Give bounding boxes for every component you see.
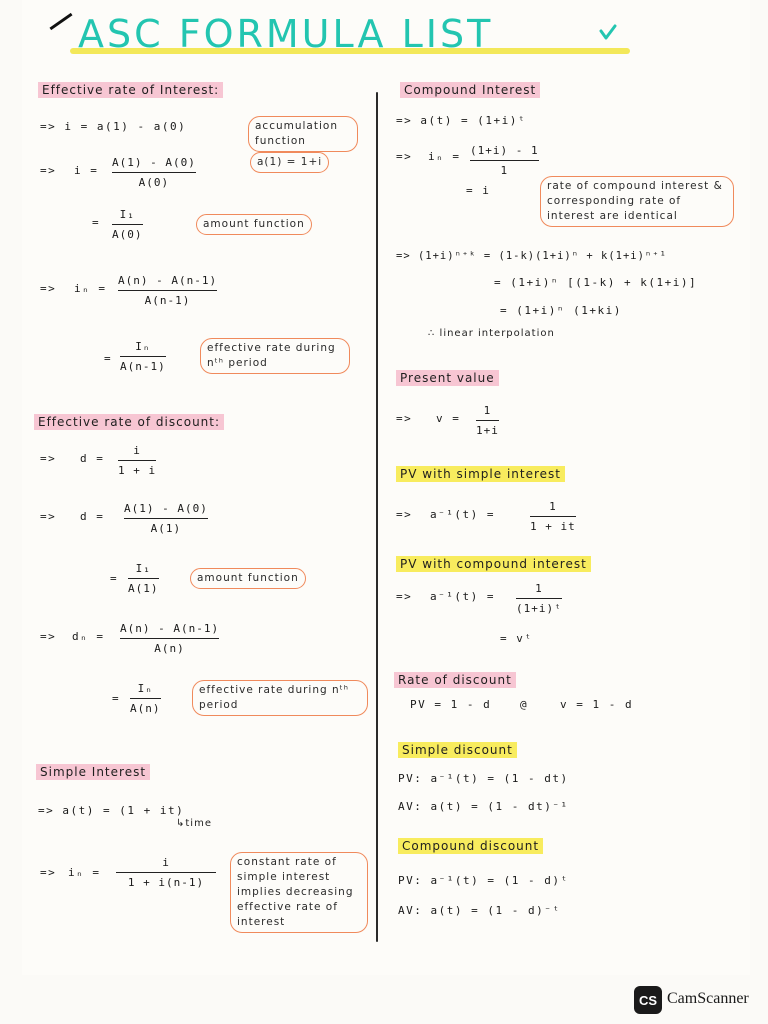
formula-line: PV: a⁻¹(t) = (1 - dt)	[398, 772, 569, 785]
fraction	[116, 856, 216, 889]
fraction	[118, 444, 156, 477]
note-bubble: amount function	[196, 214, 312, 235]
formula-eq: =	[110, 572, 119, 585]
formula-lhs: a⁻¹(t) =	[430, 590, 495, 603]
fraction	[112, 208, 143, 241]
formula-lhs: dₙ =	[72, 630, 105, 643]
formula-line: = vᵗ	[500, 632, 533, 645]
header-effective-rate-discount: Effective rate of discount:	[34, 414, 224, 430]
fraction	[118, 274, 217, 307]
denominator: A(n)	[154, 642, 185, 655]
header-compound-interest: Compound Interest	[400, 82, 540, 98]
numerator: i	[133, 444, 141, 457]
formula-lhs: v =	[436, 412, 461, 425]
fraction-bar	[128, 578, 159, 579]
formula-arrow: =>	[396, 150, 413, 163]
header-rate-of-discount: Rate of discount	[394, 672, 516, 688]
note-bubble: accumulation function	[248, 116, 358, 152]
fraction	[516, 582, 562, 615]
note-bubble: amount function	[190, 568, 306, 589]
formula-line: AV: a(t) = (1 - dt)⁻¹	[398, 800, 569, 813]
formula-line: = i	[466, 184, 491, 197]
formula-eq: =	[112, 692, 121, 705]
numerator: Iₙ	[137, 682, 153, 695]
formula-line: => (1+i)ⁿ⁺ᵏ = (1-k)(1+i)ⁿ + k(1+i)ⁿ⁺¹	[396, 250, 667, 262]
fraction-bar	[120, 356, 166, 357]
fraction	[120, 340, 166, 373]
denominator: A(0)	[138, 176, 170, 189]
fraction	[128, 562, 159, 595]
formula-arrow: =>	[396, 412, 413, 425]
formula-arrow: =>	[40, 510, 57, 523]
fraction-bar	[470, 160, 539, 161]
denominator: 1 + i(n-1)	[127, 876, 205, 889]
header-effective-rate-interest: Effective rate of Interest:	[38, 82, 223, 98]
fraction	[476, 404, 499, 437]
fraction	[470, 144, 539, 177]
numerator: i	[162, 856, 170, 869]
note-bubble: a(1) = 1+i	[250, 152, 329, 173]
fraction-bar	[124, 518, 208, 519]
header-compound-discount: Compound discount	[398, 838, 543, 854]
numerator: 1	[549, 500, 557, 513]
note-bubble: effective rate during nᵗʰ period	[200, 338, 350, 374]
camscanner-logo-icon: CS	[634, 986, 662, 1014]
numerator: A(n) - A(n-1)	[118, 274, 218, 287]
note-bubble: effective rate during nᵗʰ period	[192, 680, 368, 716]
denominator: 1 + i	[118, 464, 157, 477]
formula-line: => a(t) = (1 + it)	[38, 804, 185, 817]
formula-line: PV = 1 - d	[410, 698, 492, 711]
denominator: A(0)	[112, 228, 143, 241]
header-simple-interest: Simple Interest	[36, 764, 150, 780]
interpolation-note: ∴ linear interpolation	[428, 328, 555, 339]
formula-arrow: =>	[40, 282, 57, 295]
header-pv-simple-interest: PV with simple interest	[396, 466, 565, 482]
fraction-bar	[118, 460, 156, 461]
formula-lhs: iₙ =	[74, 282, 107, 295]
at-symbol: @	[520, 698, 529, 711]
formula-line: PV: a⁻¹(t) = (1 - d)ᵗ	[398, 874, 569, 887]
numerator: I₁	[119, 208, 135, 221]
formula-arrow: =>	[40, 452, 57, 465]
fraction-bar	[112, 224, 143, 225]
fraction	[130, 682, 161, 715]
denominator: 1 + it	[530, 520, 576, 533]
numerator: 1	[535, 582, 543, 595]
header-simple-discount: Simple discount	[398, 742, 517, 758]
denominator: A(1)	[128, 582, 159, 595]
denominator: A(n-1)	[120, 360, 166, 373]
header-present-value: Present value	[396, 370, 499, 386]
note-bubble: constant rate of simple interest implies decreasing effective rate of interest	[230, 852, 368, 933]
page-title: ASC FORMULA LIST	[78, 12, 494, 56]
fraction-bar	[112, 172, 196, 173]
formula-lhs: iₙ =	[68, 866, 101, 879]
formula-lhs: a⁻¹(t) =	[430, 508, 495, 521]
note-bubble: rate of compound interest & corresponding rate of interest are identical	[540, 176, 734, 227]
fraction	[112, 156, 196, 189]
formula-line: => i = a(1) - a(0)	[40, 120, 187, 133]
camscanner-label: CamScanner	[667, 990, 749, 1007]
formula-arrow: =>	[40, 164, 57, 177]
time-note: ↳time	[176, 818, 212, 829]
denominator: A(n)	[130, 702, 161, 715]
numerator: (1+i) - 1	[470, 144, 539, 157]
denominator: A(1)	[150, 522, 182, 535]
fraction-bar	[530, 516, 576, 517]
formula-lhs: d =	[80, 452, 105, 465]
formula-arrow: =>	[40, 630, 57, 643]
fraction	[120, 622, 219, 655]
formula-arrow: =>	[396, 508, 413, 521]
formula-line: => a(t) = (1+i)ᵗ	[396, 114, 526, 127]
formula-lhs: iₙ =	[428, 150, 461, 163]
column-divider	[376, 92, 378, 942]
formula-eq: =	[104, 352, 113, 365]
formula-line: = (1+i)ⁿ (1+ki)	[500, 304, 622, 317]
fraction-bar	[120, 638, 219, 639]
fraction	[530, 500, 576, 533]
header-pv-compound-interest: PV with compound interest	[396, 556, 591, 572]
denominator: 1	[500, 164, 509, 177]
formula-lhs: d =	[80, 510, 105, 523]
fraction	[124, 502, 208, 535]
fraction-bar	[116, 872, 216, 873]
fraction-bar	[118, 290, 217, 291]
denominator: 1+i	[476, 424, 499, 437]
formula-arrow: =>	[40, 866, 57, 879]
fraction-bar	[476, 420, 499, 421]
denominator: (1+i)ᵗ	[516, 602, 562, 615]
formula-line: v = 1 - d	[560, 698, 634, 711]
fraction-bar	[130, 698, 161, 699]
formula-arrow: =>	[396, 590, 413, 603]
numerator: I₁	[135, 562, 151, 575]
formula-eq: =	[92, 216, 101, 229]
numerator: Iₙ	[135, 340, 151, 353]
checkmark-icon	[598, 22, 618, 42]
numerator: A(n) - A(n-1)	[120, 622, 220, 635]
formula-lhs: i =	[74, 164, 99, 177]
fraction-bar	[516, 598, 562, 599]
numerator: A(1) - A(0)	[112, 156, 196, 169]
numerator: A(1) - A(0)	[124, 502, 208, 515]
denominator: A(n-1)	[144, 294, 191, 307]
numerator: 1	[483, 404, 492, 417]
formula-line: = (1+i)ⁿ [(1-k) + k(1+i)]	[494, 276, 698, 289]
notebook-page	[22, 0, 750, 975]
formula-line: AV: a(t) = (1 - d)⁻ᵗ	[398, 904, 561, 917]
